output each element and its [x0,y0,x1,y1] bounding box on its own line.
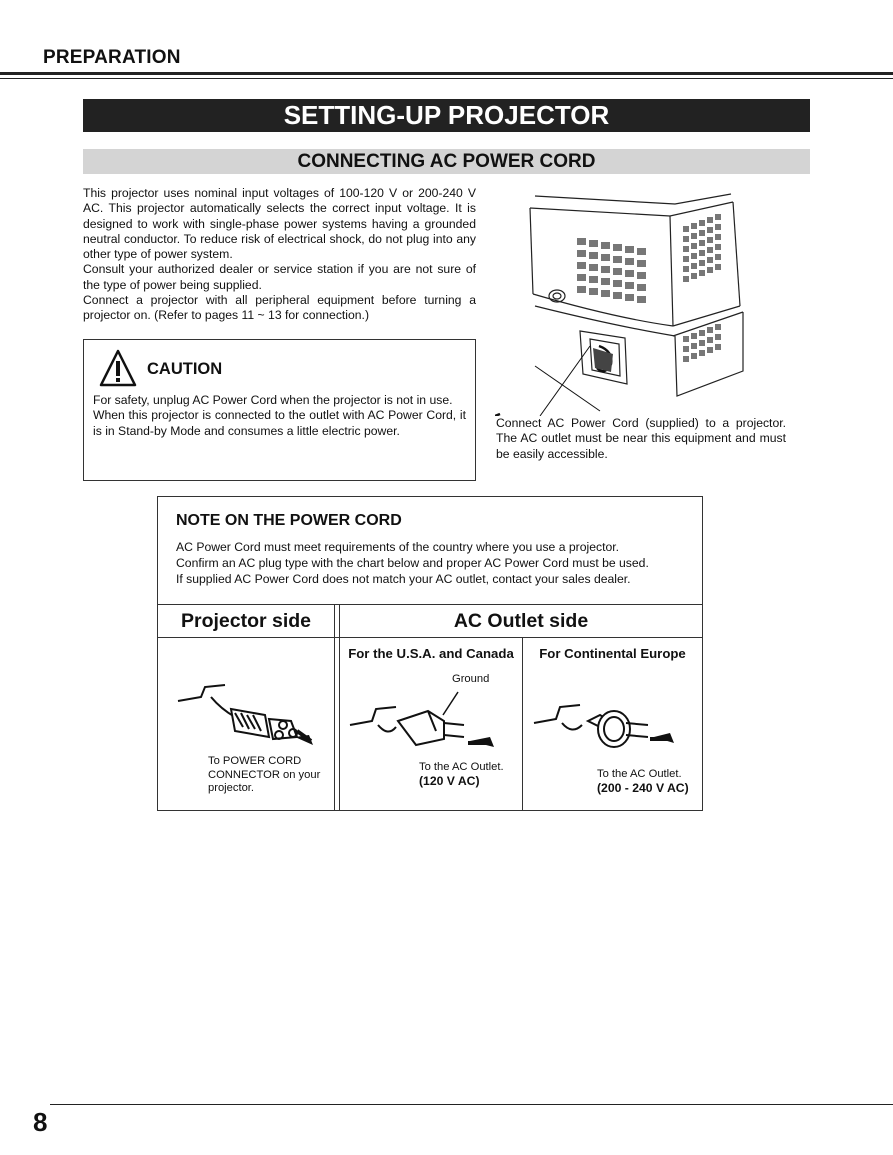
intro-text [83,186,476,324]
header-rule-thin [0,78,893,79]
note-text [176,539,649,587]
usa-header: For the U.S.A. and Canada [348,646,514,661]
europe-label-text: To the AC Outlet. [597,768,682,780]
usa-voltage: (120 V AC) [419,773,480,788]
projector-caption-text: Connect AC Power Cord (supplied) to a projector. The AC outlet must be near this equipment and must be easily accessible. [496,416,786,461]
europe-plug-illustration [530,687,700,757]
intro-paragraph: This projector uses nominal input voltages of 100-120 V or 200-240 V AC. This projector automatically selects the correct input voltage. It is designed to work with single-phase power systems having a grounded neutral conductor. To reduce risk of electrical shock, do not plug into any other type of power system. [83,186,476,262]
projector-connector-illustration [173,679,333,749]
projector-side-header: Projector side [180,610,312,632]
note-title: NOTE ON THE POWER CORD [176,512,402,529]
intro-paragraph: Consult your authorized dealer or service station if you are not sure of the type of power being supplied. [83,262,476,292]
intro-paragraph: Connect a projector with all peripheral equipment before turning a projector on. (Refer to pages 11 ~ 13 for connection.) [83,293,476,323]
warning-triangle-icon [98,348,138,388]
europe-voltage: (200 - 240 V AC) [597,780,689,795]
header-rule [0,72,893,75]
page-number: 8 [33,1107,48,1137]
section-subtitle: CONNECTING AC POWER CORD [83,149,810,174]
projector-side-label: To POWER CORD CONNECTOR on your projector. [208,755,321,794]
table-divider [339,604,340,810]
usa-label-text: To the AC Outlet. [419,761,504,773]
europe-label [597,768,689,795]
note-box [157,496,703,811]
table-divider [334,604,335,810]
projector-illustration [495,186,795,416]
note-line: If supplied AC Power Cord does not match your AC outlet, contact your sales dealer. [176,572,631,586]
outlet-side-header: AC Outlet side [453,610,589,632]
usa-label [419,761,504,788]
caution-title: CAUTION [147,360,223,378]
caution-box [83,339,476,481]
footer-rule [50,1104,893,1105]
caution-paragraph: When this projector is connected to the outlet with AC Power Cord, it is in Stand-by Mode and consumes a little electric power. [93,408,466,438]
section-label: PREPARATION [43,47,181,68]
ground-label: Ground [452,673,490,685]
note-line: AC Power Cord must meet requirements of the country where you use a projector. [176,540,620,554]
usa-plug-illustration [344,687,520,757]
note-line: Confirm an AC plug type with the chart below and proper AC Power Cord must be used. [176,556,649,570]
caution-text [93,393,466,439]
europe-header: For Continental Europe [539,646,686,661]
projector-caption [496,416,786,462]
table-header-rule [158,637,702,638]
table-top-rule [158,604,702,605]
page-title: SETTING-UP PROJECTOR [83,99,810,132]
table-divider [522,637,523,810]
caution-paragraph: For safety, unplug AC Power Cord when the projector is not in use. [93,393,453,407]
